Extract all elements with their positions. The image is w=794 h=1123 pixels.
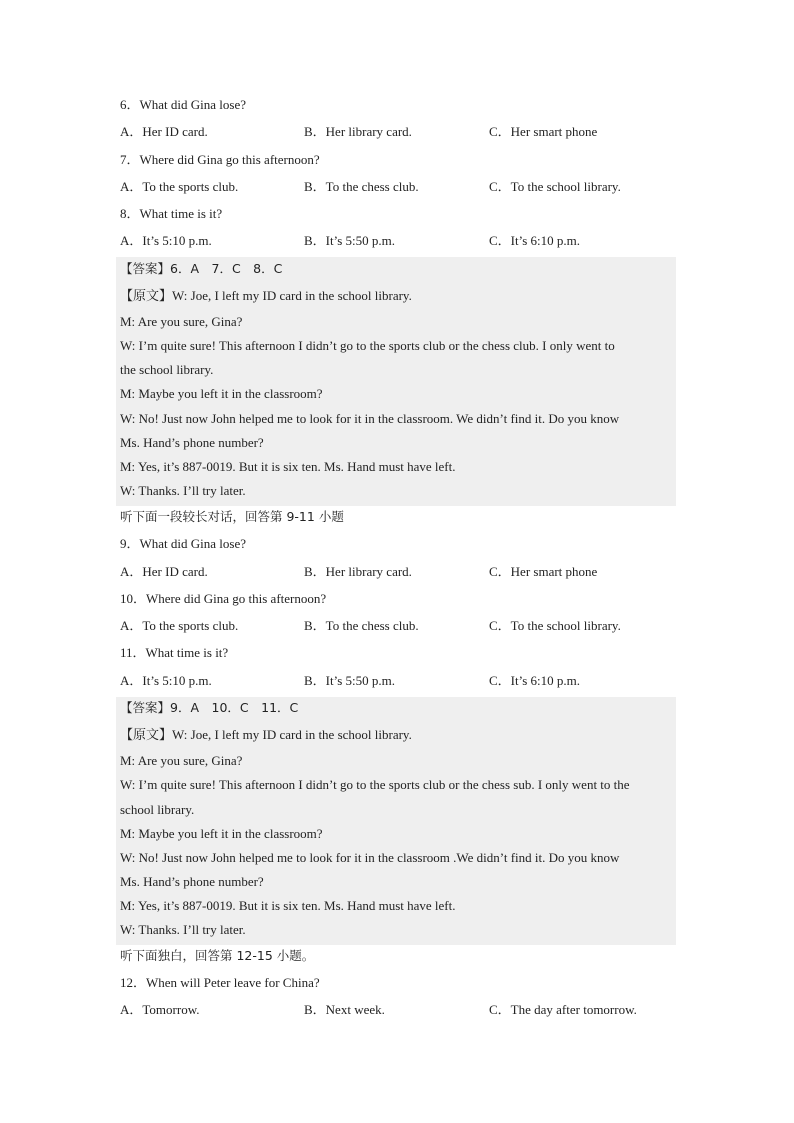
- q12-option-a: A．Tomorrow.: [120, 1002, 200, 1017]
- question-9: 9．What did Gina lose?: [120, 536, 246, 551]
- question-11: 11．What time is it?: [120, 645, 229, 660]
- section-3-intro: 听下面独白，回答第 12-15 小题。: [120, 948, 315, 963]
- answer-9-11: 【答案】9．A 10．C 11．C: [120, 700, 299, 715]
- transcript-2-line: Ms. Hand’s phone number?: [120, 874, 264, 889]
- q12-option-b: B．Next week.: [304, 1002, 385, 1017]
- transcript-1-line: M: Are you sure, Gina?: [120, 314, 243, 329]
- answer-6-8: 【答案】6．A 7．C 8．C: [120, 261, 283, 276]
- q9-option-a: A．Her ID card.: [120, 564, 208, 579]
- q10-option-a: A．To the sports club.: [120, 618, 239, 633]
- q11-option-a: A．It’s 5:10 p.m.: [120, 673, 212, 688]
- transcript-2-line: W: Thanks. I’ll try later.: [120, 922, 246, 937]
- q6-option-b: B．Her library card.: [304, 124, 412, 139]
- transcript-2-line: school library.: [120, 802, 195, 817]
- transcript-2-line: M: Yes, it’s 887-0019. But it is six ten. Ms. Hand must have left.: [120, 898, 456, 913]
- transcript-1-line: W: No! Just now John helped me to look for it in the classroom. We didn’t find it. Do you know: [120, 411, 620, 426]
- question-8: 8．What time is it?: [120, 206, 223, 221]
- question-7: 7．Where did Gina go this afternoon?: [120, 152, 320, 167]
- q6-option-a: A．Her ID card.: [120, 124, 208, 139]
- q10-option-c: C．To the school library.: [489, 618, 621, 633]
- q11-option-c: C．It’s 6:10 p.m.: [489, 673, 581, 688]
- q12-option-c: C．The day after tomorrow.: [489, 1002, 637, 1017]
- section-2-intro: 听下面一段较长对话，回答第 9-11 小题: [120, 509, 344, 524]
- transcript-1-line: W: Thanks. I’ll try later.: [120, 483, 246, 498]
- q6-option-c: C．Her smart phone: [489, 124, 598, 139]
- transcript-1-line: M: Yes, it’s 887-0019. But it is six ten. Ms. Hand must have left.: [120, 459, 456, 474]
- q9-option-c: C．Her smart phone: [489, 564, 598, 579]
- q10-option-b: B．To the chess club.: [304, 618, 419, 633]
- transcript-1-line: Ms. Hand’s phone number?: [120, 435, 264, 450]
- q11-option-b: B．It’s 5:50 p.m.: [304, 673, 396, 688]
- question-10: 10．Where did Gina go this afternoon?: [120, 591, 327, 606]
- transcript-2-line: 【原文】W: Joe, I left my ID card in the school library.: [120, 727, 412, 742]
- q7-option-c: C．To the school library.: [489, 179, 621, 194]
- transcript-1-line: 【原文】W: Joe, I left my ID card in the school library.: [120, 288, 412, 303]
- transcript-1-line: M: Maybe you left it in the classroom?: [120, 386, 323, 401]
- q7-option-b: B．To the chess club.: [304, 179, 419, 194]
- q8-option-a: A．It’s 5:10 p.m.: [120, 233, 212, 248]
- q7-option-a: A．To the sports club.: [120, 179, 239, 194]
- question-12: 12．When will Peter leave for China?: [120, 975, 320, 990]
- question-6: 6．What did Gina lose?: [120, 97, 246, 112]
- transcript-2-line: M: Maybe you left it in the classroom?: [120, 826, 323, 841]
- q9-option-b: B．Her library card.: [304, 564, 412, 579]
- transcript-2-line: M: Are you sure, Gina?: [120, 753, 243, 768]
- q8-option-c: C．It’s 6:10 p.m.: [489, 233, 581, 248]
- transcript-1-line: W: I’m quite sure! This afternoon I didn’t go to the sports club or the chess club. I only went to: [120, 338, 615, 353]
- transcript-2-line: W: No! Just now John helped me to look for it in the classroom .We didn’t find it. Do you know: [120, 850, 620, 865]
- transcript-1-line: the school library.: [120, 362, 214, 377]
- q8-option-b: B．It’s 5:50 p.m.: [304, 233, 396, 248]
- transcript-2-line: W: I’m quite sure! This afternoon I didn’t go to the sports club or the chess sub. I only went to the: [120, 777, 630, 792]
